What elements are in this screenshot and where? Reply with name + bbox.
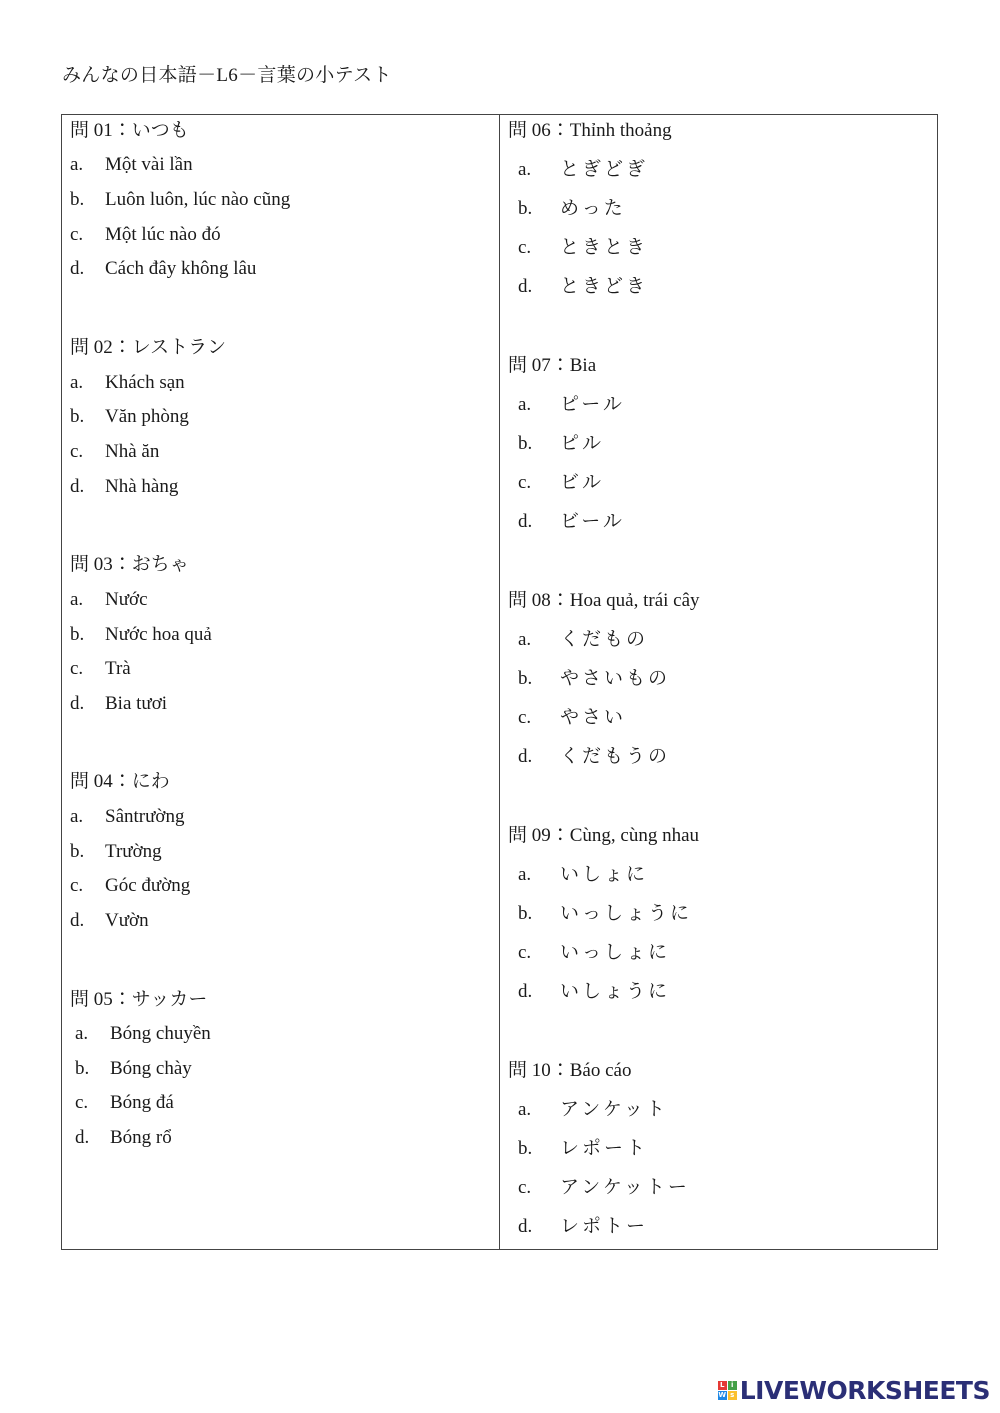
option-text: Luôn luôn, lúc nào cũng — [105, 189, 291, 210]
logo-mark-icon — [718, 1381, 737, 1400]
option-text: くだもうの — [560, 745, 671, 767]
option-text: ときとき — [560, 236, 649, 258]
option-letter: a. — [70, 589, 84, 610]
option-text: やさいもの — [560, 667, 671, 689]
option-text: いっしょうに — [560, 902, 693, 924]
question-10-option-d[interactable] — [508, 1211, 648, 1238]
option-letter: c. — [70, 658, 84, 679]
option-text: とぎどぎ — [560, 158, 649, 180]
option-text: Trường — [105, 841, 162, 862]
option-letter: a. — [70, 154, 84, 175]
option-letter: b. — [518, 1138, 533, 1159]
option-letter: d. — [70, 476, 85, 497]
option-letter: a. — [70, 372, 84, 393]
option-letter: c. — [70, 441, 84, 462]
option-letter: d. — [75, 1127, 90, 1148]
question-07-heading: 問 07∶Bia — [508, 355, 597, 376]
question-07-option-c[interactable] — [508, 467, 604, 494]
option-text: Góc đường — [105, 875, 191, 896]
column-divider — [499, 115, 500, 1249]
question-01-option-c[interactable] — [70, 224, 221, 246]
question-10-heading: 問 10∶Báo cáo — [508, 1060, 632, 1081]
question-08-option-a[interactable] — [508, 624, 648, 651]
question-03-option-a[interactable] — [70, 589, 148, 611]
question-05-option-c[interactable] — [75, 1092, 174, 1114]
option-letter: a. — [518, 394, 532, 415]
question-05-option-b[interactable] — [75, 1058, 192, 1080]
question-03-heading: 問 03∶おちゃ — [70, 554, 189, 575]
option-text: Văn phòng — [105, 406, 189, 427]
question-07-option-a[interactable] — [508, 389, 625, 416]
option-text: アンケット — [560, 1098, 668, 1120]
option-text: Vườn — [105, 910, 149, 931]
question-09-heading: 問 09∶Cùng, cùng nhau — [508, 825, 700, 846]
question-04-option-b[interactable] — [70, 841, 162, 863]
option-text: アンケットー — [560, 1176, 690, 1198]
logo-mark-cell: L — [718, 1381, 727, 1390]
question-08-option-b[interactable] — [508, 663, 670, 690]
option-text: Bóng đá — [110, 1092, 174, 1113]
question-09-option-a[interactable] — [508, 859, 648, 886]
option-text: Một vài lần — [105, 154, 193, 175]
option-letter: a. — [75, 1023, 89, 1044]
option-letter: a. — [518, 1099, 532, 1120]
option-letter: c. — [518, 707, 532, 728]
option-text: Bia tươi — [105, 693, 168, 714]
option-letter: b. — [70, 624, 85, 645]
question-08-option-c[interactable] — [508, 702, 626, 729]
question-04-heading: 問 04∶にわ — [70, 771, 170, 792]
logo-mark-cell: W — [718, 1391, 727, 1399]
question-02-option-a[interactable] — [70, 372, 185, 394]
option-letter: a. — [518, 864, 532, 885]
question-05-heading: 問 05∶サッカー — [70, 989, 208, 1010]
option-text: Bóng chày — [110, 1058, 192, 1079]
question-01-option-a[interactable] — [70, 154, 193, 176]
question-06-option-c[interactable] — [508, 232, 648, 259]
question-06-option-a[interactable] — [508, 154, 648, 181]
option-letter: c. — [70, 875, 84, 896]
option-letter: b. — [518, 903, 533, 924]
question-08-option-d[interactable] — [508, 741, 670, 768]
option-letter: d. — [518, 276, 533, 297]
option-text: レポトー — [560, 1215, 649, 1237]
option-letter: d. — [518, 981, 533, 1002]
option-text: ビル — [560, 471, 605, 493]
option-text: ピル — [560, 432, 605, 454]
question-10-option-c[interactable] — [508, 1172, 690, 1199]
option-letter: a. — [70, 806, 84, 827]
question-07-option-d[interactable] — [508, 506, 625, 533]
option-letter: d. — [70, 258, 85, 279]
option-text: Bóng chuyền — [110, 1023, 211, 1044]
option-text: レポート — [560, 1137, 649, 1159]
option-text: Nước — [105, 589, 148, 610]
question-04-option-a[interactable] — [70, 806, 184, 828]
option-text: めった — [560, 197, 626, 219]
option-letter: a. — [518, 159, 532, 180]
question-02-option-d[interactable] — [70, 476, 178, 498]
question-01-option-d[interactable] — [70, 258, 256, 280]
question-05-option-a[interactable] — [75, 1023, 211, 1045]
option-text: いしょうに — [560, 980, 671, 1002]
option-letter: b. — [518, 198, 533, 219]
option-text: ピール — [560, 393, 625, 415]
option-text: やさい — [560, 706, 627, 728]
logo-mark-cell: s — [728, 1391, 737, 1400]
option-letter: b. — [518, 668, 533, 689]
option-letter: c. — [518, 472, 532, 493]
question-05-option-d[interactable] — [75, 1127, 172, 1149]
option-text: Cách đây không lâu — [105, 258, 257, 279]
option-letter: c. — [75, 1092, 89, 1113]
option-text: Bóng rổ — [110, 1127, 172, 1148]
option-text: Nhà hàng — [105, 476, 179, 497]
question-09-option-b[interactable] — [508, 898, 692, 925]
option-text: いっしょに — [560, 941, 671, 963]
option-text: Trà — [105, 658, 131, 679]
question-table — [61, 114, 938, 1250]
option-letter: b. — [70, 406, 85, 427]
logo-mark-cell: i — [728, 1381, 737, 1390]
liveworksheets-logo[interactable] — [718, 1376, 990, 1405]
question-02-heading: 問 02∶レストラン — [70, 337, 227, 358]
option-letter: d. — [518, 746, 533, 767]
option-text: くだもの — [560, 628, 649, 650]
option-letter: c. — [70, 224, 84, 245]
question-01-option-b[interactable] — [70, 189, 290, 211]
question-01-heading: 問 01∶いつも — [70, 120, 189, 141]
option-text: Một lúc nào đó — [105, 224, 221, 245]
option-text: いしょに — [560, 863, 649, 885]
option-letter: c. — [518, 237, 532, 258]
question-10-option-a[interactable] — [508, 1094, 668, 1121]
option-text: Khách sạn — [105, 372, 185, 393]
option-letter: d. — [518, 511, 533, 532]
question-03-option-b[interactable] — [70, 624, 212, 646]
worksheet-title: みんなの日本語－L6－言葉の小テスト — [62, 65, 392, 86]
option-letter: d. — [70, 910, 85, 931]
question-04-option-c[interactable] — [70, 875, 190, 897]
question-09-option-d[interactable] — [508, 976, 670, 1003]
question-08-heading: 問 08∶Hoa quả, trái cây — [508, 590, 700, 611]
option-text: ビール — [560, 510, 625, 532]
question-10-option-b[interactable] — [508, 1133, 648, 1160]
option-letter: c. — [518, 1177, 532, 1198]
logo-text: LIVEWORKSHEETS — [739, 1376, 990, 1405]
question-06-option-d[interactable] — [508, 271, 648, 298]
option-letter: b. — [518, 433, 533, 454]
question-06-option-b[interactable] — [508, 193, 626, 220]
option-text: Nước hoa quả — [105, 624, 212, 645]
option-letter: b. — [70, 189, 85, 210]
option-text: Nhà ăn — [105, 441, 160, 462]
option-letter: b. — [75, 1058, 90, 1079]
question-07-option-b[interactable] — [508, 428, 604, 455]
option-text: Sântrường — [105, 806, 185, 827]
option-letter: d. — [70, 693, 85, 714]
question-09-option-c[interactable] — [508, 937, 670, 964]
question-02-option-b[interactable] — [70, 406, 189, 428]
option-letter: c. — [518, 942, 532, 963]
question-03-option-c[interactable] — [70, 658, 131, 680]
question-03-option-d[interactable] — [70, 693, 167, 715]
question-06-heading: 問 06∶Thỉnh thoảng — [508, 120, 672, 141]
question-02-option-c[interactable] — [70, 441, 159, 463]
option-letter: d. — [518, 1216, 533, 1237]
option-letter: b. — [70, 841, 85, 862]
option-letter: a. — [518, 629, 532, 650]
option-text: ときどき — [560, 275, 649, 297]
question-04-option-d[interactable] — [70, 910, 149, 932]
